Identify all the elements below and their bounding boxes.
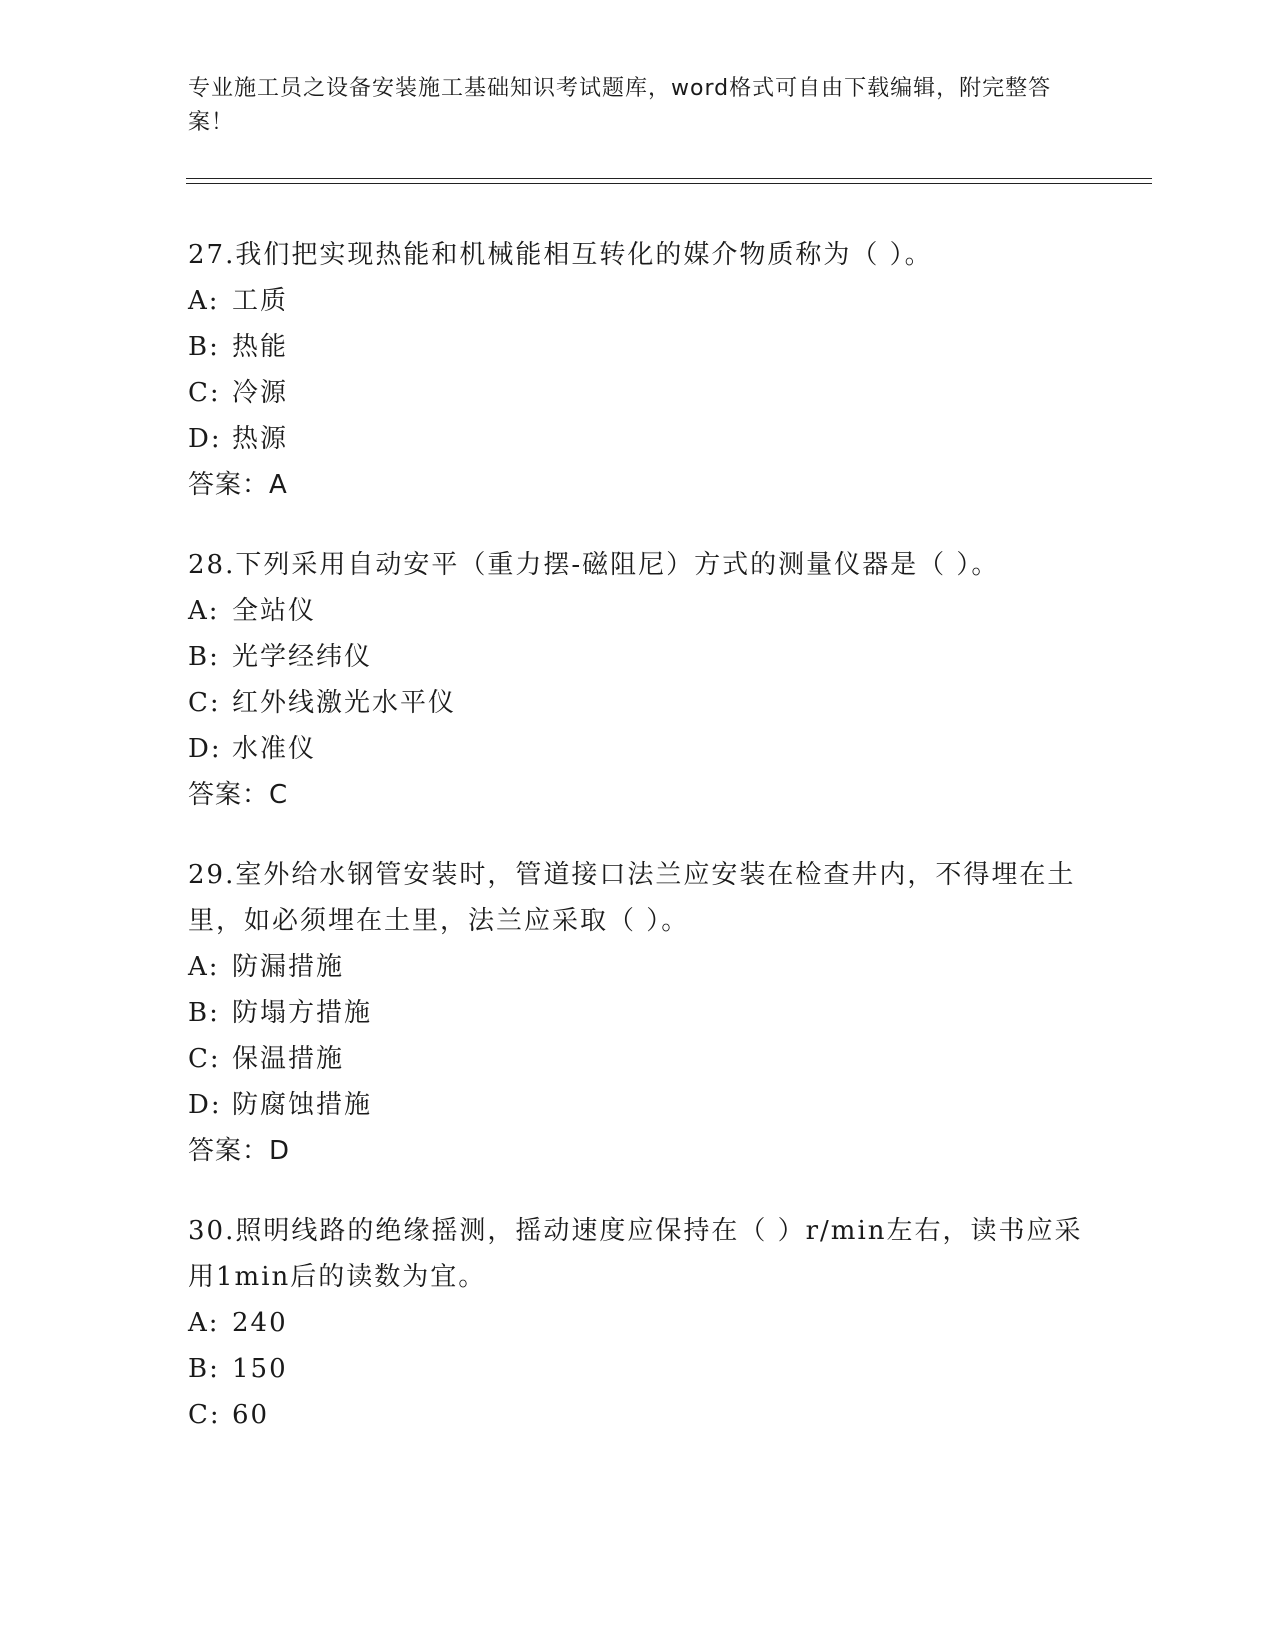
question-answer: 答案：C (188, 780, 289, 810)
question-option (188, 726, 1088, 772)
question-block (188, 542, 1088, 818)
question-option (188, 588, 1088, 634)
option-text: 防漏措施 (232, 952, 345, 982)
question-option (188, 1392, 1088, 1438)
header-rule-top (186, 178, 1152, 179)
question-option (188, 278, 1088, 324)
option-text: 60 (232, 1400, 270, 1430)
option-letter: C: (188, 1044, 221, 1074)
question-option (188, 990, 1088, 1036)
question-block (188, 1208, 1088, 1438)
option-text: 工质 (232, 286, 289, 316)
option-letter: C: (188, 688, 221, 718)
question-answer: 答案：D (188, 1136, 291, 1166)
document-title: 专业施工员之设备安装施工基础知识考试题库，word格式可自由下载编辑，附完整答案！ (188, 76, 1052, 135)
question-option (188, 416, 1088, 462)
option-text: 水准仪 (232, 734, 317, 764)
question-option (188, 634, 1088, 680)
question-stem: 27.我们把实现热能和机械能相互转化的媒介物质称为（ ）。 (188, 240, 933, 270)
question-stem: 29.室外给水钢管安装时，管道接口法兰应安装在检查井内，不得埋在土里，如必须埋在土里，法兰应采取（ ）。 (188, 860, 1076, 936)
option-letter: A: (188, 286, 220, 316)
option-text: 防塌方措施 (232, 998, 373, 1028)
option-text: 光学经纬仪 (232, 642, 373, 672)
option-text: 热源 (232, 424, 289, 454)
question-block (188, 852, 1088, 1174)
question-answer: 答案：A (188, 470, 288, 500)
question-option (188, 1036, 1088, 1082)
option-text: 红外线激光水平仪 (232, 688, 457, 718)
question-option (188, 944, 1088, 990)
question-option (188, 680, 1088, 726)
question-option (188, 370, 1088, 416)
option-letter: C: (188, 1400, 221, 1430)
option-letter: D: (188, 1090, 222, 1120)
question-option (188, 1082, 1088, 1128)
option-letter: C: (188, 378, 221, 408)
option-text: 150 (232, 1354, 288, 1384)
option-letter: D: (188, 734, 222, 764)
option-letter: D: (188, 424, 222, 454)
question-stem: 30.照明线路的绝缘摇测，摇动速度应保持在（ ）r/min左右，读书应采用1min后的读数为宜。 (188, 1216, 1083, 1292)
option-letter: A: (188, 952, 220, 982)
option-text: 240 (232, 1308, 288, 1338)
question-list (188, 232, 1088, 1472)
option-letter: B: (188, 332, 220, 362)
option-text: 保温措施 (232, 1044, 345, 1074)
option-letter: B: (188, 1354, 220, 1384)
question-block (188, 232, 1088, 508)
option-text: 冷源 (232, 378, 289, 408)
option-letter: A: (188, 596, 220, 626)
option-letter: B: (188, 998, 220, 1028)
question-option (188, 324, 1088, 370)
question-option (188, 1346, 1088, 1392)
option-letter: B: (188, 642, 220, 672)
question-stem: 28.下列采用自动安平（重力摆-磁阻尼）方式的测量仪器是（ ）。 (188, 550, 1000, 580)
option-text: 全站仪 (232, 596, 317, 626)
header-rule-bottom (186, 183, 1152, 184)
option-letter: A: (188, 1308, 220, 1338)
document-header (188, 72, 1088, 140)
question-option (188, 1300, 1088, 1346)
option-text: 防腐蚀措施 (232, 1090, 373, 1120)
option-text: 热能 (232, 332, 289, 362)
